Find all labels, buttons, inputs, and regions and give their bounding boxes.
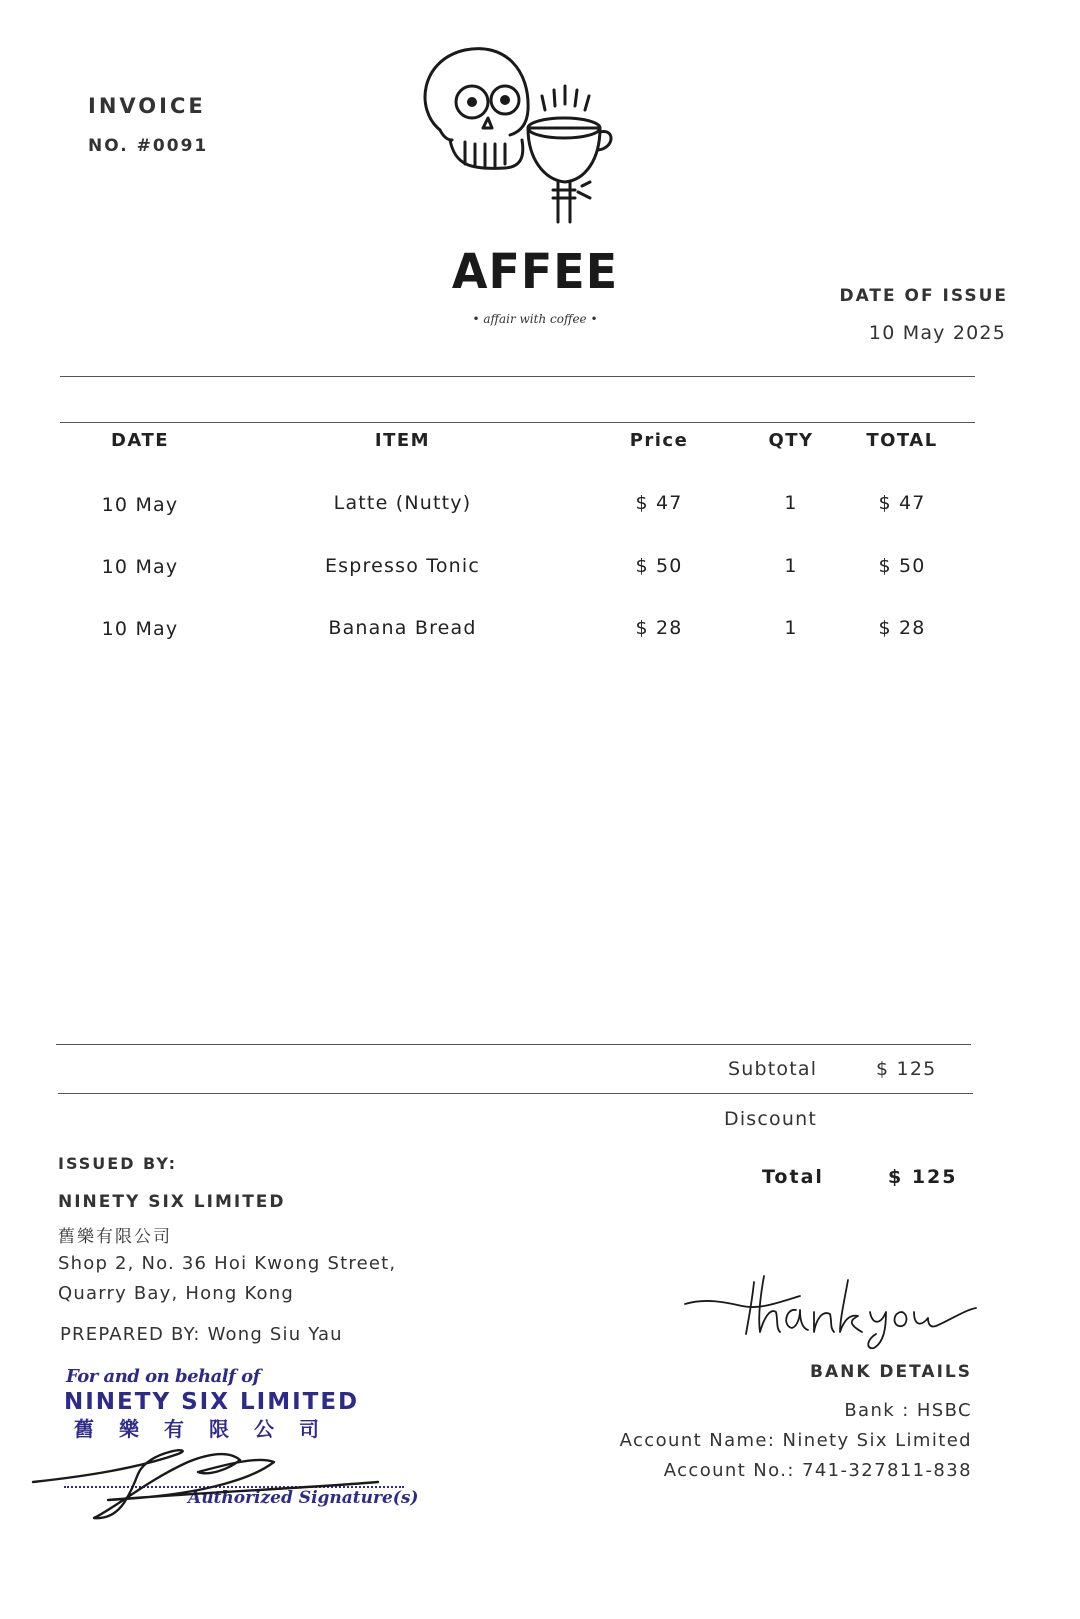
column-header-total: TOTAL	[866, 430, 938, 451]
issuer-address-line-1: Shop 2, No. 36 Hoi Kwong Street,	[58, 1253, 397, 1274]
row-price: $ 28	[635, 617, 683, 639]
row-price: $ 50	[635, 555, 683, 577]
stamp-company-chinese: 舊樂有限公司	[74, 1417, 344, 1441]
brand-name: AFFEE	[451, 242, 619, 300]
totals-top-rule	[56, 1044, 971, 1045]
subtotal-label: Subtotal	[728, 1058, 818, 1080]
handwritten-signature-icon	[28, 1410, 388, 1530]
column-header-qty: QTY	[768, 430, 814, 451]
column-header-price: Price	[629, 430, 689, 451]
row-total: $ 28	[878, 617, 926, 639]
row-total: $ 50	[878, 555, 926, 577]
stamp-authorized-text: Authorized Signature(s)	[188, 1488, 419, 1508]
issuer-address-line-2: Quarry Bay, Hong Kong	[58, 1283, 294, 1304]
row-total: $ 47	[878, 492, 926, 514]
bank-account-number: Account No.: 741-327811-838	[663, 1460, 972, 1481]
issuer-company-chinese: 舊樂有限公司	[58, 1227, 172, 1247]
discount-label: Discount	[724, 1108, 818, 1130]
row-date: 10 May	[101, 618, 179, 640]
date-of-issue-label: DATE OF ISSUE	[839, 286, 1008, 306]
column-header-item: ITEM	[374, 430, 431, 451]
stamp-behalf-text: For and on behalf of	[66, 1366, 260, 1387]
row-item: Espresso Tonic	[324, 555, 481, 577]
total-value: $ 125	[888, 1166, 958, 1188]
stamp-company-name: NINETY SIX LIMITED	[64, 1389, 360, 1415]
row-qty: 1	[784, 555, 798, 577]
table-top-rule	[60, 422, 975, 423]
subtotal-rule	[58, 1093, 973, 1094]
total-label: Total	[762, 1166, 824, 1188]
brand-tagline: • affair with coffee •	[472, 312, 598, 326]
row-date: 10 May	[101, 494, 179, 516]
date-of-issue-value: 10 May 2025	[868, 322, 1006, 344]
bank-name: Bank : HSBC	[844, 1400, 972, 1421]
bank-account-name: Account Name: Ninety Six Limited	[619, 1430, 972, 1451]
thank-you-script-icon	[680, 1262, 980, 1352]
bank-details-label: BANK DETAILS	[810, 1362, 972, 1382]
header-divider	[60, 376, 975, 377]
issuer-company-name: NINETY SIX LIMITED	[58, 1192, 286, 1212]
invoice-number: NO. #0091	[88, 136, 209, 156]
row-item: Latte (Nutty)	[333, 492, 472, 514]
issued-by-label: ISSUED BY:	[58, 1154, 177, 1173]
row-qty: 1	[784, 492, 798, 514]
column-header-date: DATE	[110, 430, 170, 451]
row-price: $ 47	[635, 492, 683, 514]
row-qty: 1	[784, 617, 798, 639]
invoice-title: INVOICE	[88, 94, 206, 118]
row-item: Banana Bread	[328, 617, 477, 639]
row-date: 10 May	[101, 556, 179, 578]
subtotal-value: $ 125	[876, 1058, 937, 1080]
prepared-by: PREPARED BY: Wong Siu Yau	[60, 1324, 343, 1345]
